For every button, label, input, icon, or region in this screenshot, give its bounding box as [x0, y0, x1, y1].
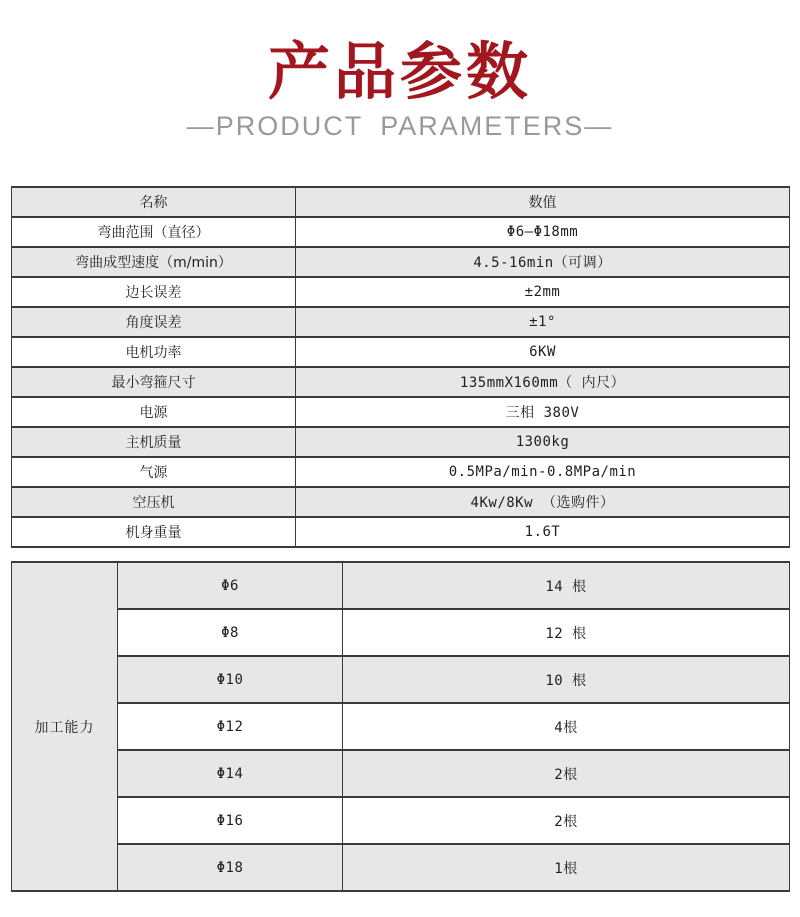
table-row [12, 487, 790, 517]
table-row [12, 844, 790, 891]
param-name-cell: 气源 [12, 457, 296, 487]
quantity-cell: 2根 [343, 750, 790, 797]
table-row [12, 427, 790, 457]
param-value-cell: 6KW [296, 337, 790, 367]
table-row [12, 277, 790, 307]
table-row [12, 562, 790, 609]
table-row [12, 750, 790, 797]
page-header [0, 0, 800, 142]
diameter-cell: Φ18 [118, 844, 343, 891]
table-row [12, 367, 790, 397]
param-name-cell: 弯曲成型速度（m/min） [12, 247, 296, 277]
param-value-cell: Φ6—Φ18mm [296, 217, 790, 247]
param-value-cell: 三相 380V [296, 397, 790, 427]
param-value-cell: 4Kw/8Kw （选购件） [296, 487, 790, 517]
table-row [12, 609, 790, 656]
param-name-cell: 角度误差 [12, 307, 296, 337]
table-row [12, 397, 790, 427]
capacity-merged-cell: 加工能力 [12, 562, 118, 891]
param-value-cell: 4.5-16min（可调） [296, 247, 790, 277]
quantity-cell: 14 根 [343, 562, 790, 609]
table-row [12, 656, 790, 703]
quantity-cell: 2根 [343, 797, 790, 844]
table-row [12, 307, 790, 337]
param-name-cell: 电机功率 [12, 337, 296, 367]
param-header-value: 数值 [296, 187, 790, 217]
diameter-cell: Φ16 [118, 797, 343, 844]
param-name-cell: 弯曲范围（直径） [12, 217, 296, 247]
param-value-cell: 1.6T [296, 517, 790, 547]
param-value-cell: 0.5MPa/min-0.8MPa/min [296, 457, 790, 487]
quantity-cell: 4根 [343, 703, 790, 750]
table-row [12, 217, 790, 247]
diameter-cell: Φ8 [118, 609, 343, 656]
page-subtitle: —PRODUCT PARAMETERS— [186, 111, 614, 142]
diameter-cell: Φ14 [118, 750, 343, 797]
param-value-cell: 1300kg [296, 427, 790, 457]
table-row [12, 703, 790, 750]
param-header-name: 名称 [12, 187, 296, 217]
diameter-cell: Φ12 [118, 703, 343, 750]
diameter-cell: Φ6 [118, 562, 343, 609]
param-value-cell: ±1° [296, 307, 790, 337]
param-name-cell: 最小弯箍尺寸 [12, 367, 296, 397]
param-name-cell: 边长误差 [12, 277, 296, 307]
page-title: 产品参数 [267, 35, 532, 108]
diameter-cell: Φ10 [118, 656, 343, 703]
param-value-cell: ±2mm [296, 277, 790, 307]
param-value-cell: 135mmX160mm（ 内尺） [296, 367, 790, 397]
param-name-cell: 空压机 [12, 487, 296, 517]
quantity-cell: 1根 [343, 844, 790, 891]
table-row [12, 517, 790, 547]
parameters-header-row [12, 187, 790, 217]
param-name-cell: 主机质量 [12, 427, 296, 457]
quantity-cell: 12 根 [343, 609, 790, 656]
param-name-cell: 电源 [12, 397, 296, 427]
table-row [12, 797, 790, 844]
quantity-cell: 10 根 [343, 656, 790, 703]
table-row [12, 247, 790, 277]
table-row [12, 337, 790, 367]
table-row [12, 457, 790, 487]
parameters-table [11, 186, 790, 548]
param-name-cell: 机身重量 [12, 517, 296, 547]
capacity-table [11, 561, 790, 892]
